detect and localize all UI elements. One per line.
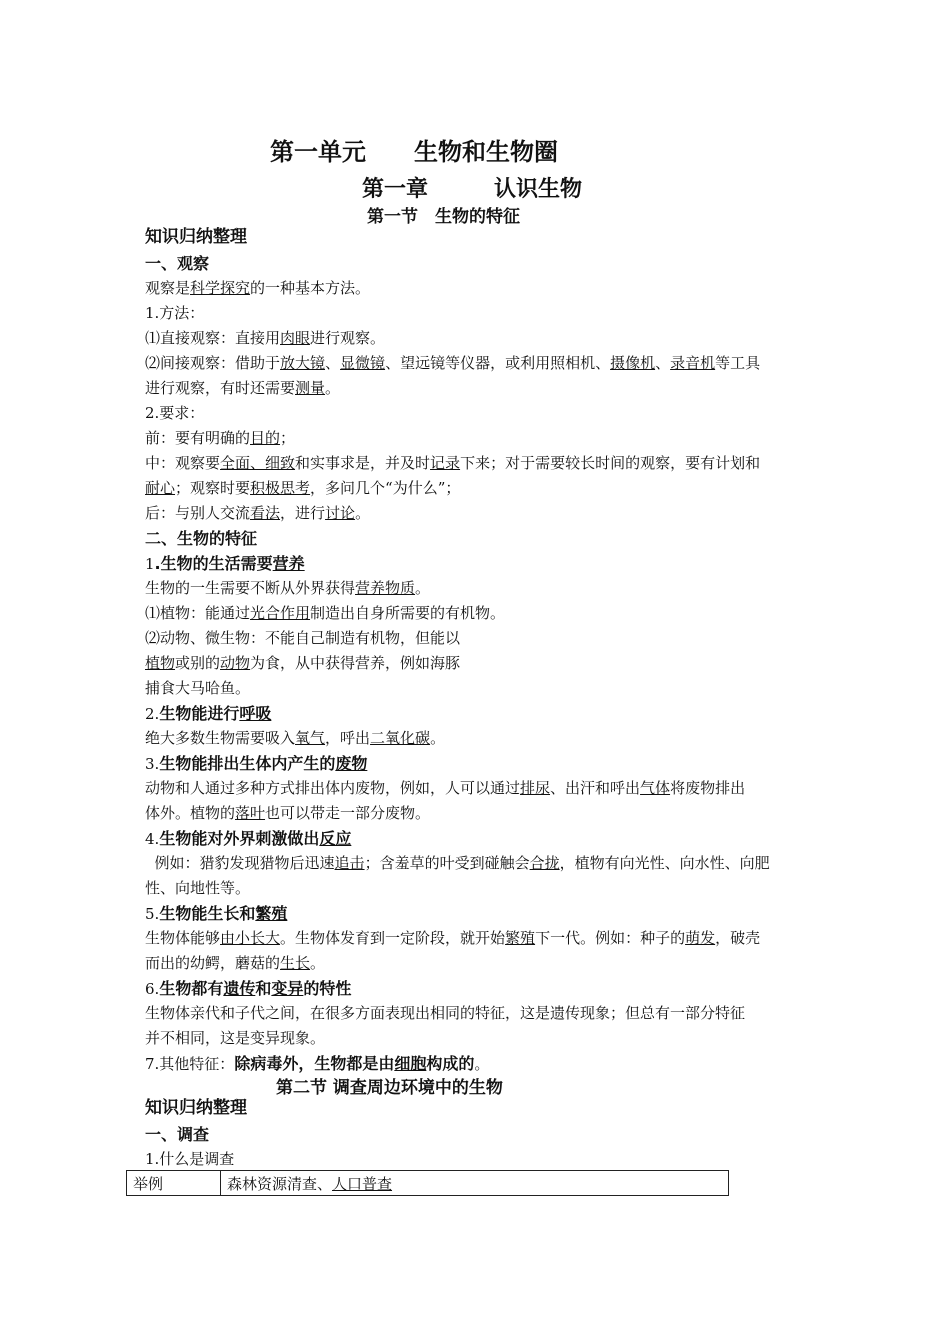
feature-3-line-2: 体外。植物的落叶也可以带走一部分废物。 — [145, 804, 431, 822]
feature-4-heading: 4.生物能对外界刺激做出反应 — [145, 829, 352, 848]
feature-5-heading: 5.生物能生长和繁殖 — [145, 904, 288, 923]
middle-line: 中：观察要全面、细致和实事求是，并及时记录下来；对于需要较长时间的观察，要有计划和 — [145, 454, 761, 472]
feature-1-line-5: 捕食大马哈鱼。 — [145, 679, 251, 697]
feature-2-line-1: 绝大多数生物需要吸入氧气，呼出二氧化碳。 — [145, 729, 446, 747]
section2-body — [145, 1095, 810, 1172]
table-cell-label: 举例 — [127, 1171, 221, 1196]
feature-6-line-2: 并不相同，这是变异现象。 — [145, 1029, 326, 1047]
feature-6-line-1: 生物体亲代和子代之间，在很多方面表现出相同的特征，这是遗传现象；但总有一部分特征 — [145, 1004, 746, 1022]
section1-title: 第一节 生物的特征 — [367, 207, 520, 227]
feature-5-line-2: 而出的幼鳄，蘑菇的生长。 — [145, 954, 326, 972]
feature-3-heading: 3.生物能排出生体内产生的废物 — [145, 754, 368, 773]
feature-7-line: 7.其他特征：除病毒外，生物都是由细胞构成的。 — [145, 1054, 490, 1073]
middle-line-2: 耐心；观察时要积极思考，多问几个“为什么”； — [145, 479, 461, 497]
section2-title: 第二节 调查周边环境中的生物 — [276, 1078, 503, 1098]
survey-table — [126, 1170, 729, 1196]
table-row — [127, 1171, 729, 1196]
feature-1-heading: 1.生物的生活需要营养 — [145, 554, 305, 573]
knowledge-heading-2: 知识归纳整理 — [145, 1098, 247, 1118]
feature-6-heading: 6.生物都有遗传和变异的特性 — [145, 979, 352, 998]
feature-1-line-2: ⑴植物：能通过光合作用制造出自身所需要的有机物。 — [145, 604, 506, 622]
chapter-title: 第一章 认识生物 — [362, 177, 583, 202]
feature-2-heading: 2.生物能进行呼吸 — [145, 704, 272, 723]
features-heading: 二、生物的特征 — [145, 529, 258, 548]
knowledge-heading: 知识归纳整理 — [145, 227, 247, 247]
observe-line: 观察是科学探究的一种基本方法。 — [145, 279, 371, 297]
table-cell-value: 森林资源清查、人口普查 — [221, 1171, 729, 1196]
before-line: 前：要有明确的目的； — [145, 429, 296, 447]
feature-5-line-1: 生物体能够由小长大。生物体发育到一定阶段，就开始繁殖下一代。例如：种子的萌发，破壳 — [145, 929, 761, 947]
requirement-heading: 2.要求： — [145, 404, 205, 422]
after-line: 后：与别人交流看法，进行讨论。 — [145, 504, 371, 522]
observe-heading: 一、观察 — [145, 254, 210, 273]
indirect-observe-line-2: 进行观察，有时还需要测量。 — [145, 379, 341, 397]
feature-4-line-2: 性、向地性等。 — [145, 879, 251, 897]
method-heading: 1.方法： — [145, 304, 205, 322]
what-is-survey-line: 1.什么是调查 — [145, 1150, 235, 1168]
section1-body — [145, 224, 810, 1076]
feature-1-line-4: 植物或别的动物为食，从中获得营养，例如海豚 — [145, 654, 461, 672]
survey-heading: 一、调查 — [145, 1125, 210, 1144]
feature-1-line-3: ⑵动物、微生物：不能自己制造有机物，但能以 — [145, 629, 461, 647]
unit-title: 第一单元 生物和生物圈 — [270, 138, 558, 166]
indirect-observe-line: ⑵间接观察：借助于放大镜、显微镜、望远镜等仪器，或利用照相机、摄像机、录音机等工具 — [145, 354, 761, 372]
feature-4-line-1: 例如：猎豹发现猎物后迅速追击；含羞草的叶受到碰触会合拢，植物有向光性、向水性、向肥 — [145, 854, 770, 872]
feature-3-line-1: 动物和人通过多种方式排出体内废物，例如，人可以通过排尿、出汗和呼出气体将废物排出 — [145, 779, 746, 797]
direct-observe-line: ⑴直接观察：直接用肉眼进行观察。 — [145, 329, 386, 347]
feature-1-line-1: 生物的一生需要不断从外界获得营养物质。 — [145, 579, 431, 597]
